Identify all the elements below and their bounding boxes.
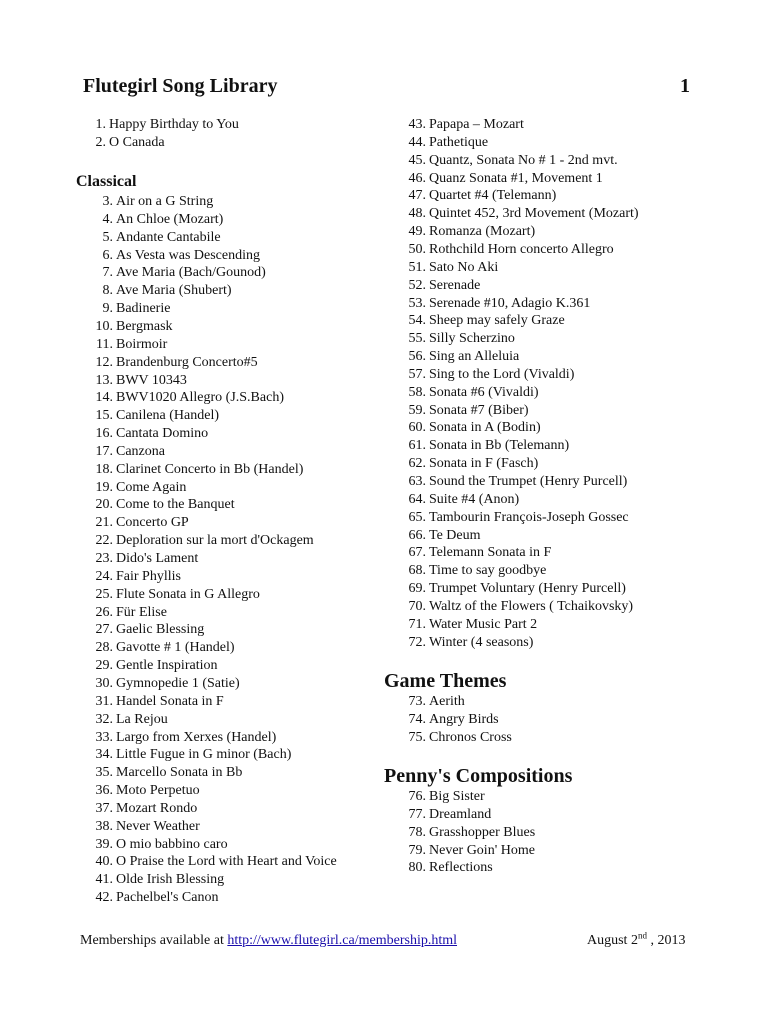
composition-item-number: 78. <box>408 824 426 840</box>
composition-item-number: 80. <box>408 860 426 876</box>
song-item-title: Sound the Trumpet (Henry Purcell) <box>429 474 628 489</box>
song-item-title: Suite #4 (Anon) <box>429 491 520 507</box>
composition-item-number: 79. <box>408 842 426 858</box>
song-item-title: Winter (4 seasons) <box>429 634 534 650</box>
game-theme-item-number: 73. <box>408 694 426 709</box>
song-item-title: Come Again <box>116 479 187 495</box>
song-item-title: Quanz Sonata #1, Movement 1 <box>429 170 603 186</box>
song-item-title: Largo from Xerxes (Handel) <box>116 729 277 745</box>
song-item-number: 49. <box>408 224 426 240</box>
song-item-number: 3. <box>102 194 113 209</box>
song-item-number: 54. <box>408 313 426 329</box>
song-item-title: Silly Scherzino <box>429 331 515 347</box>
section-heading-pennys-compositions: Penny's Compositions <box>384 765 573 787</box>
song-item-title: Brandenburg Concerto#5 <box>116 354 258 370</box>
song-item-title: Sing to the Lord (Vivaldi) <box>429 366 575 382</box>
song-item-number: 17. <box>95 443 113 459</box>
song-item-number: 8. <box>102 283 113 299</box>
song-item-number: 23. <box>95 551 113 566</box>
song-item-title: O Praise the Lord with Heart and Voice <box>116 854 337 870</box>
song-item-title: Moto Perpetuo <box>116 783 200 799</box>
song-item-number: 21. <box>95 515 113 531</box>
song-item-title: Time to say goodbye <box>429 563 547 579</box>
composition-item-title: Never Goin' Home <box>429 842 535 858</box>
song-item-title: Sonata #7 (Biber) <box>429 402 529 418</box>
song-item-number: 37. <box>95 800 113 816</box>
song-item-number: 72. <box>408 634 426 650</box>
composition-item-title: Dreamland <box>429 806 492 822</box>
song-item-number: 26. <box>95 604 113 620</box>
song-item-number: 70. <box>408 598 426 614</box>
song-item-number: 27. <box>95 622 113 638</box>
song-item-number: 58. <box>408 384 426 400</box>
song-item-title: Badinerie <box>116 301 171 317</box>
date-superscript: nd <box>637 930 647 941</box>
song-item-title: Quartet #4 (Telemann) <box>429 188 557 204</box>
song-item-number: 5. <box>102 229 113 245</box>
song-item-number: 13. <box>95 372 113 388</box>
song-item-number: 33. <box>95 729 113 745</box>
song-item-title: Papapa – Mozart <box>429 117 524 132</box>
song-item-title: Serenade #10, Adagio K.361 <box>429 295 591 311</box>
song-item-number: 7. <box>102 265 113 281</box>
song-item-title: An Chloe (Mozart) <box>116 211 224 227</box>
song-item-number: 15. <box>95 408 113 424</box>
song-item-number: 69. <box>408 581 426 597</box>
song-item-title: Gentle Inspiration <box>116 658 218 674</box>
song-item-title: Pachelbel's Canon <box>116 890 219 906</box>
song-item-title: Quintet 452, 3rd Movement (Mozart) <box>429 206 639 222</box>
date-prefix: August 2 <box>587 933 638 948</box>
song-item-number: 61. <box>408 438 426 454</box>
song-item-number: 55. <box>408 331 426 347</box>
song-item-title: Air on a G String <box>116 194 214 209</box>
song-item-title: Marcello Sonata in Bb <box>116 765 243 781</box>
song-item-title: Trumpet Voluntary (Henry Purcell) <box>429 581 626 597</box>
song-item-title: Dido's Lament <box>116 551 199 566</box>
song-item-number: 9. <box>102 301 113 317</box>
song-item-number: 18. <box>95 461 113 477</box>
song-item-title: Canzona <box>116 443 165 459</box>
song-item-number: 40. <box>95 854 113 870</box>
song-item-title: Happy Birthday to You <box>109 117 239 132</box>
song-item-title: Sonata #6 (Vivaldi) <box>429 384 539 400</box>
song-item-title: Waltz of the Flowers ( Tchaikovsky) <box>429 598 634 614</box>
song-item-number: 66. <box>408 527 426 543</box>
footer-date <box>587 930 686 949</box>
song-item-number: 30. <box>95 675 113 691</box>
song-item-number: 36. <box>95 783 113 799</box>
song-item-number: 6. <box>102 247 113 263</box>
song-item-number: 29. <box>95 658 113 674</box>
song-item-title: La Rejou <box>116 711 168 727</box>
song-item-title: Für Elise <box>116 604 167 620</box>
document-title: Flutegirl Song Library <box>83 75 278 97</box>
song-item-title: Pathetique <box>429 134 489 150</box>
song-item-title: Ave Maria (Shubert) <box>116 283 232 299</box>
song-item-title: Water Music Part 2 <box>429 616 538 632</box>
song-item-title: Sonata in A (Bodin) <box>429 420 541 436</box>
song-item-number: 31. <box>95 693 113 709</box>
song-item-number: 38. <box>95 818 113 834</box>
song-item-number: 34. <box>95 747 113 763</box>
song-item-number: 68. <box>408 563 426 579</box>
song-item-number: 57. <box>408 366 426 382</box>
song-item-title: Handel Sonata in F <box>116 693 224 709</box>
song-item-title: Olde Irish Blessing <box>116 872 225 888</box>
song-item-title: As Vesta was Descending <box>116 247 260 263</box>
song-item-number: 52. <box>408 277 426 293</box>
section-heading-classical: Classical <box>76 173 137 190</box>
song-item-title: Little Fugue in G minor (Bach) <box>116 747 292 763</box>
song-item-number: 64. <box>408 491 426 507</box>
song-item-number: 47. <box>408 188 426 204</box>
song-item-number: 25. <box>95 586 113 602</box>
song-item-number: 51. <box>408 259 426 275</box>
song-item-number: 19. <box>95 479 113 495</box>
composition-item-number: 76. <box>408 789 426 804</box>
song-item-title: Concerto GP <box>116 515 189 531</box>
song-item-title: Canilena (Handel) <box>116 408 220 424</box>
game-theme-item-title: Angry Birds <box>429 711 499 727</box>
composition-item-title: Big Sister <box>429 789 485 804</box>
song-item-number: 1. <box>95 117 106 132</box>
song-item-title: O mio babbino caro <box>116 836 228 852</box>
song-item-number: 44. <box>408 134 426 150</box>
song-item-number: 12. <box>95 354 113 370</box>
song-item-number: 50. <box>408 241 426 257</box>
song-item-title: Sing an Alleluia <box>429 349 520 365</box>
song-item-number: 65. <box>408 509 426 525</box>
song-item-title: Sonata in Bb (Telemann) <box>429 438 570 454</box>
song-item-title: O Canada <box>109 134 165 150</box>
song-item-number: 16. <box>95 426 113 442</box>
song-item-title: BWV 10343 <box>116 372 187 388</box>
song-item-number: 62. <box>408 456 426 472</box>
song-item-title: Sonata in F (Fasch) <box>429 456 539 472</box>
song-item-number: 53. <box>408 295 426 311</box>
song-item-number: 2. <box>95 134 106 150</box>
song-item-number: 22. <box>95 533 113 549</box>
song-item-title: Mozart Rondo <box>116 800 198 816</box>
song-item-title: Come to the Banquet <box>116 497 235 513</box>
song-item-number: 39. <box>95 836 113 852</box>
date-suffix: , 2013 <box>646 933 686 948</box>
song-item-title: Boirmoir <box>116 336 168 352</box>
song-item-number: 4. <box>102 211 113 227</box>
section-heading-game-themes: Game Themes <box>384 670 507 692</box>
page-number: 1 <box>680 75 690 97</box>
footer-memberships <box>80 933 457 949</box>
song-item-title: Never Weather <box>116 818 200 834</box>
song-item-number: 42. <box>95 890 113 906</box>
game-theme-item-title: Chronos Cross <box>429 729 512 745</box>
song-item-number: 46. <box>408 170 426 186</box>
membership-link[interactable]: http://www.flutegirl.ca/membership.html <box>227 933 458 948</box>
song-item-title: Telemann Sonata in F <box>429 545 552 561</box>
song-item-number: 43. <box>408 117 426 132</box>
song-item-number: 10. <box>95 318 113 334</box>
composition-item-title: Reflections <box>429 860 493 876</box>
song-item-title: Serenade <box>429 277 481 293</box>
song-item-number: 67. <box>408 545 426 561</box>
composition-item-number: 77. <box>408 806 426 822</box>
song-item-number: 14. <box>95 390 113 406</box>
song-item-title: Fair Phyllis <box>116 568 181 584</box>
song-item-number: 35. <box>95 765 113 781</box>
song-item-number: 41. <box>95 872 113 888</box>
song-item-title: Rothchild Horn concerto Allegro <box>429 241 614 257</box>
song-item-title: Flute Sonata in G Allegro <box>116 586 260 602</box>
song-item-number: 60. <box>408 420 426 436</box>
song-item-title: Andante Cantabile <box>116 229 221 245</box>
song-item-number: 20. <box>95 497 113 513</box>
song-item-title: Quantz, Sonata No # 1 - 2nd mvt. <box>429 152 618 168</box>
song-item-title: Sato No Aki <box>429 259 499 275</box>
song-item-number: 45. <box>408 152 426 168</box>
game-theme-item-number: 75. <box>408 729 426 745</box>
composition-item-title: Grasshopper Blues <box>429 824 536 840</box>
song-item-number: 56. <box>408 349 426 365</box>
song-item-title: Gaelic Blessing <box>116 622 205 638</box>
song-item-number: 63. <box>408 474 426 489</box>
song-item-number: 24. <box>95 568 113 584</box>
song-item-number: 71. <box>408 616 426 632</box>
song-item-title: Ave Maria (Bach/Gounod) <box>116 265 266 281</box>
song-item-number: 48. <box>408 206 426 222</box>
game-theme-item-title: Aerith <box>429 694 465 709</box>
song-item-number: 59. <box>408 402 426 418</box>
song-item-title: Bergmask <box>116 318 173 334</box>
song-item-title: Gymnopedie 1 (Satie) <box>116 675 240 691</box>
song-item-title: Deploration sur la mort d'Ockagem <box>116 533 314 549</box>
song-item-title: Clarinet Concerto in Bb (Handel) <box>116 461 304 477</box>
song-item-title: Cantata Domino <box>116 426 209 442</box>
song-item-title: Sheep may safely Graze <box>429 313 565 329</box>
song-item-title: Gavotte # 1 (Handel) <box>116 640 235 656</box>
song-item-number: 28. <box>95 640 113 656</box>
song-item-title: Tambourin François-Joseph Gossec <box>429 509 629 525</box>
song-item-title: Te Deum <box>429 527 481 543</box>
song-item-number: 32. <box>95 711 113 727</box>
song-item-title: Romanza (Mozart) <box>429 224 536 240</box>
footer-memberships-text: Memberships available at <box>80 933 224 948</box>
game-theme-item-number: 74. <box>408 711 426 727</box>
song-item-title: BWV1020 Allegro (J.S.Bach) <box>116 390 284 406</box>
song-item-number: 11. <box>96 336 113 352</box>
